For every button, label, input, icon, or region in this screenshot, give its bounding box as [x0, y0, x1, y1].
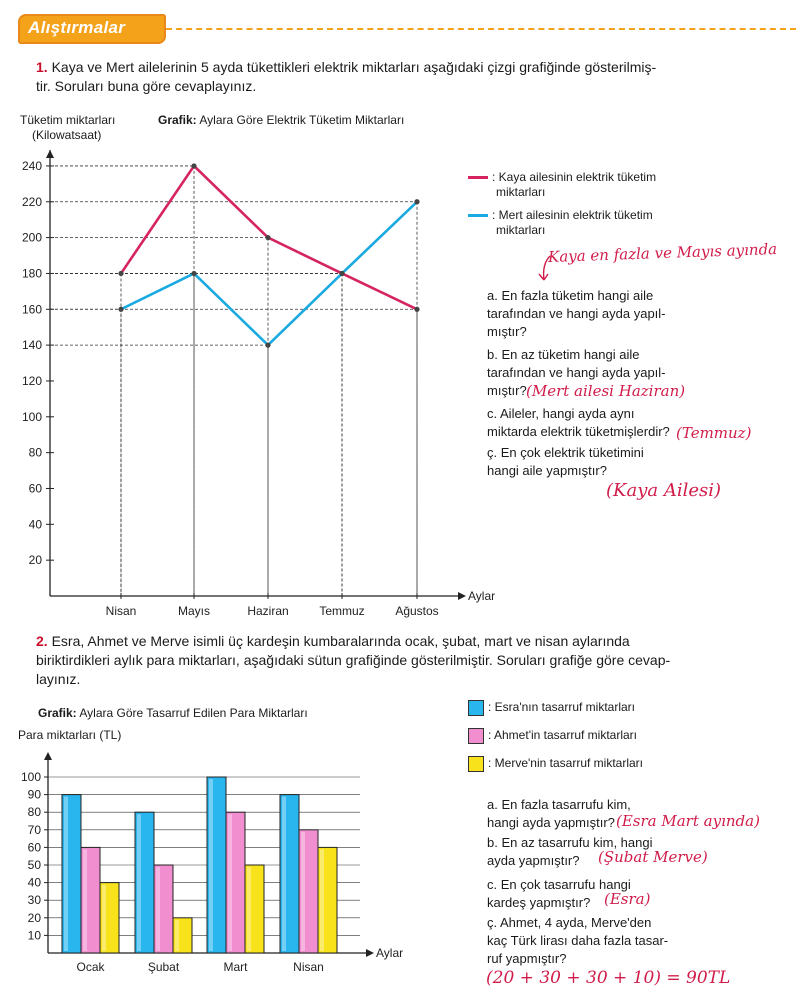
legend-kaya-label2: miktarları	[496, 185, 546, 199]
section-title: Alıştırmalar	[28, 18, 126, 37]
q2-answer-a: (Esra Mart ayında)	[616, 812, 760, 830]
q1a-line3: mıştır?	[487, 324, 527, 339]
bar-x-tick-label: Mart	[223, 960, 248, 974]
mert-line-swatch	[468, 214, 488, 217]
q2-question-c	[487, 876, 697, 912]
bar-highlight	[64, 797, 68, 951]
x-tick-label: Nisan	[105, 604, 137, 618]
q2a-line2: hangi ayda yapmıştır?	[487, 815, 615, 830]
bar-highlight	[137, 814, 141, 951]
q1a-line2: tarafından ve hangi ayda yapıl-	[487, 306, 666, 321]
bar-highlight	[247, 867, 251, 951]
bar-y-tick-label: 50	[27, 858, 41, 872]
y-tick-label: 240	[21, 158, 42, 173]
bar-y-tick-label: 70	[27, 822, 41, 837]
bar-y-axis-arrow-icon	[44, 752, 52, 760]
mert-point	[191, 271, 196, 276]
bar-y-tick-label: 10	[27, 928, 41, 943]
bar-highlight	[175, 920, 179, 951]
q2-text	[36, 632, 786, 689]
q2-graph-title	[38, 706, 308, 721]
bar-highlight	[320, 849, 324, 951]
q2-ylabel: Para miktarları (TL)	[18, 728, 122, 742]
x-tick-label: Haziran	[247, 604, 289, 618]
bar-x-tick-label: Nisan	[293, 960, 324, 974]
y-axis-arrow-icon	[46, 150, 54, 158]
q1-question-a	[487, 287, 697, 341]
legend-item-mert	[468, 208, 698, 238]
q1b-line3: mıştır?	[487, 383, 527, 398]
y-tick-label: 120	[21, 373, 42, 388]
bar-y-tick-label: 60	[27, 840, 41, 855]
q2-text-line2: biriktirdikleri aylık para miktarları, aşağıdaki sütun grafiğinde gösterilmiştir. Soruları grafiğe göre cevap-	[36, 652, 671, 668]
q1-ylabel-line2: (Kilowatsaat)	[32, 128, 102, 142]
y-tick-label: 20	[28, 553, 42, 568]
bar-highlight	[282, 797, 286, 951]
legend-ahmet-label: : Ahmet'in tasarruf miktarları	[488, 728, 638, 743]
bar-y-tick-label: 100	[20, 770, 41, 784]
y-tick-label: 60	[28, 481, 42, 496]
x-tick-label: Ağustos	[395, 604, 439, 618]
y-tick-label: 140	[21, 338, 42, 353]
legend-item-ahmet	[468, 728, 708, 756]
bar-y-tick-label: 90	[27, 787, 41, 802]
q1-number: 1.	[36, 59, 48, 75]
line-chart-xlabel: Aylar	[468, 589, 496, 603]
q1d-line2: hangi aile yapmıştır?	[487, 463, 607, 478]
q2d-line3: ruf yapmıştır?	[487, 951, 567, 966]
legend-merve-label: : Merve'nin tasarruf miktarları	[488, 756, 643, 771]
bar-highlight	[156, 867, 160, 951]
q2-answer-b: (Şubat Merve)	[598, 848, 708, 866]
legend-mert-label1: : Mert ailesinin elektrik tüketim	[492, 208, 653, 222]
legend-item-merve	[468, 756, 708, 784]
q1-graph-prefix: Grafik:	[158, 113, 197, 127]
bar-x-tick-label: Ocak	[76, 960, 105, 974]
q2-question-d	[487, 914, 707, 968]
q1-text-line1: Kaya ve Mert ailelerinin 5 ayda tükettikleri elektrik miktarları aşağıdaki çizgi grafiğinde gösterilmiş-	[51, 59, 657, 75]
q2-text-line1: Esra, Ahmet ve Merve isimli üç kardeşin kumbaralarında ocak, şubat, mart ve nisan aylarında	[51, 633, 630, 649]
bar-highlight	[83, 849, 87, 951]
q2-number: 2.	[36, 633, 48, 649]
bar-x-tick-label: Şubat	[147, 960, 180, 974]
bar-legend	[468, 700, 708, 784]
legend-mert-label2: miktarları	[496, 223, 546, 237]
x-tick-label: Temmuz	[319, 604, 365, 618]
mert-point	[118, 307, 123, 312]
bar-y-tick-label: 20	[27, 910, 41, 925]
q1-answer-c: (Temmuz)	[676, 424, 752, 442]
q1-text-line2: tir. Soruları buna göre cevaplayınız.	[36, 78, 257, 94]
q1-graph-title	[158, 113, 404, 128]
q2-answer-c: (Esra)	[604, 890, 651, 908]
kaya-point	[118, 271, 123, 276]
legend-item-kaya	[468, 170, 698, 200]
bar-y-tick-label: 80	[27, 805, 41, 820]
q1-question-d	[487, 444, 707, 480]
q1-question-c	[487, 405, 707, 441]
q1-answer-a: Kaya en fazla ve Mayıs ayında	[547, 240, 778, 266]
q1c-line2: miktarda elektrik tüketmişlerdir?	[487, 424, 670, 439]
bar-y-tick-label: 30	[27, 893, 41, 908]
q1-answer-b: (Mert ailesi Haziran)	[526, 382, 686, 400]
y-tick-label: 80	[28, 445, 42, 460]
y-tick-label: 180	[21, 266, 42, 281]
q2c-line2: kardeş yapmıştır?	[487, 895, 591, 910]
y-tick-label: 220	[21, 194, 42, 209]
legend-esra-label: : Esra'nın tasarruf miktarları	[488, 700, 635, 715]
q1b-line1: b. En az tüketim hangi aile	[487, 347, 640, 362]
q1-ylabel	[20, 113, 115, 143]
q2c-line1: c. En çok tasarrufu hangi	[487, 877, 631, 892]
q2d-line2: kaç Türk lirası daha fazla tasar-	[487, 933, 669, 948]
kaya-point	[191, 163, 196, 168]
q2-answer-d: (20 + 30 + 30 + 10) = 90TL	[486, 968, 731, 988]
q2a-line1: a. En fazla tasarrufu kim,	[487, 797, 631, 812]
x-tick-label: Mayıs	[177, 604, 211, 618]
q1-graph-title-text: Aylara Göre Elektrik Tüketim Miktarları	[199, 113, 405, 127]
mert-point	[414, 199, 419, 204]
q1c-line1: c. Aileler, hangi ayda aynı	[487, 406, 635, 421]
q2b-line2: ayda yapmıştır?	[487, 853, 580, 868]
q1d-line1: ç. En çok elektrik tüketimini	[487, 445, 644, 460]
bar-highlight	[301, 832, 305, 951]
kaya-point	[265, 235, 270, 240]
q1a-line1: a. En fazla tüketim hangi aile	[487, 288, 654, 303]
bar-x-axis-arrow-icon	[366, 949, 374, 957]
kaya-line-swatch	[468, 176, 488, 179]
answer-arrow-icon	[536, 254, 556, 284]
merve-swatch	[468, 756, 484, 772]
y-tick-label: 200	[21, 230, 42, 245]
x-axis-arrow-icon	[458, 592, 466, 600]
q2b-line1: b. En az tasarrufu kim, hangi	[487, 835, 653, 850]
q1b-line2: tarafından ve hangi ayda yapıl-	[487, 365, 666, 380]
mert-point	[265, 343, 270, 348]
ahmet-swatch	[468, 728, 484, 744]
q2d-line1: ç. Ahmet, 4 ayda, Merve'den	[487, 915, 652, 930]
bar-chart-xlabel: Aylar	[376, 946, 404, 960]
banner-divider	[166, 28, 796, 30]
bar-chart	[0, 750, 440, 982]
bar-y-tick-label: 40	[27, 875, 41, 890]
esra-swatch	[468, 700, 484, 716]
y-tick-label: 100	[21, 409, 42, 424]
mert-point	[339, 271, 344, 276]
q1-answer-d: (Kaya Ailesi)	[606, 480, 722, 501]
q2-graph-title-text: Aylara Göre Tasarruf Edilen Para Miktarları	[79, 706, 308, 720]
line-legend	[468, 170, 698, 238]
q2-graph-prefix: Grafik:	[38, 706, 77, 720]
q2-text-line3: layınız.	[36, 671, 81, 687]
q1-text	[36, 58, 786, 96]
y-tick-label: 160	[21, 302, 42, 317]
legend-item-esra	[468, 700, 708, 728]
bar-highlight	[228, 814, 232, 951]
bar-highlight	[209, 779, 213, 951]
y-tick-label: 40	[28, 517, 42, 532]
bar-highlight	[102, 885, 106, 951]
q1-ylabel-line1: Tüketim miktarları	[20, 113, 116, 127]
kaya-point	[414, 307, 419, 312]
section-banner	[18, 14, 166, 44]
legend-kaya-label1: : Kaya ailesinin elektrik tüketim	[492, 170, 657, 184]
line-chart	[0, 150, 496, 620]
